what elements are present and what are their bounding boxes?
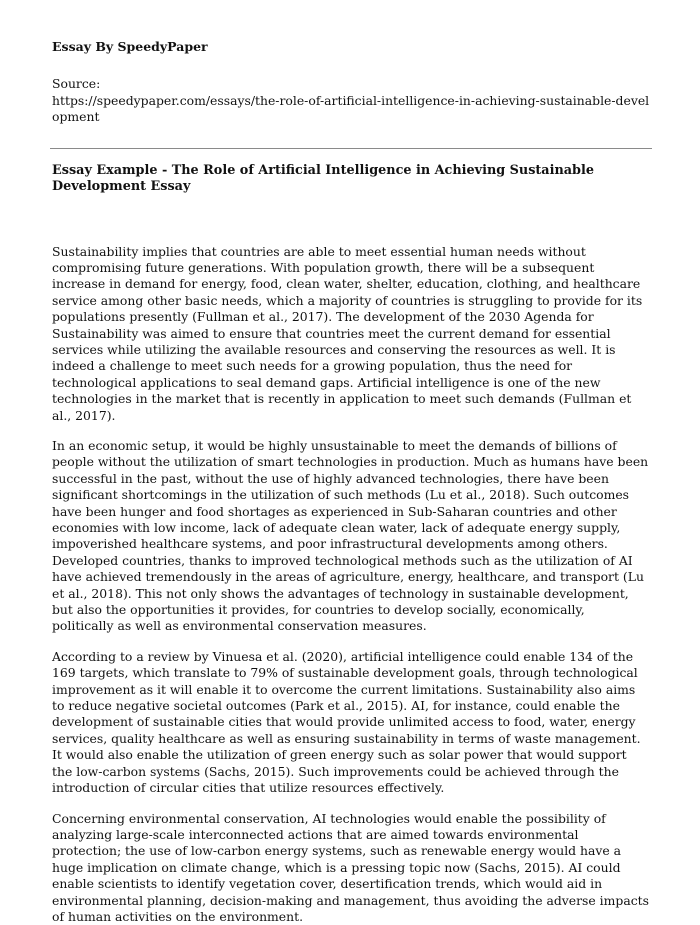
essay-paragraph-1: Sustainability implies that countries are able to meet essential human needs without compromising future generations. With population growth, there will be a subsequent increase in demand for energy, food, clean water, shelter, education, clothing, and healthcare service among other basic needs, which a majority of countries is struggling to provide for its populations presently (Fullman et al., 2017). The development of the 2030 Agenda for Sustainability was aimed to ensure that countries meet the current demand for essential services while utilizing the available resources and conserving the resources as well. It is indeed a challenge to meet such needs for a growing population, thus the need for technological applications to seal demand gaps. Artificial intelligence is one of the new technologies in the market that is recently in application to meet such demands (Fullman et al., 2017). [52, 244, 650, 424]
source-url-link[interactable]: https://speedypaper.com/essays/the-role-of-artificial-intelligence-in-achieving-sustainable-development [52, 93, 650, 126]
essay-paragraph-2: In an economic setup, it would be highly unsustainable to meet the demands of billions of people without the utilization of smart technologies in production. Much as humans have been successful in the past, without the use of highly advanced technologies, there have been significant shortcomings in the utilization of such methods (Lu et al., 2018). Such outcomes have been hunger and food shortages as experienced in Sub-Saharan countries and other economies with low income, lack of adequate clean water, lack of adequate energy supply, impoverished healthcare systems, and poor infrastructural developments among others. Developed countries, thanks to improved technological methods such as the utilization of AI have achieved tremendously in the areas of agriculture, energy, healthcare, and transport (Lu et al., 2018). This not only shows the advantages of technology in sustainable development, but also the opportunities it provides, for countries to develop socially, economically, politically as well as environmental conservation measures. [52, 438, 650, 635]
document-header-title: Essay By SpeedyPaper [52, 38, 650, 56]
source-label: Source: [52, 76, 650, 93]
essay-body [52, 244, 650, 925]
essay-paragraph-3: According to a review by Vinuesa et al. (2020), artificial intelligence could enable 134 of the 169 targets, which translate to 79% of sustainable development goals, through technological improvement as it will enable it to overcome the current limitations. Sustainability also aims to reduce negative societal outcomes (Park et al., 2015). AI, for instance, could enable the development of sustainable cities that would provide unlimited access to food, water, energy services, quality healthcare as well as ensuring sustainability in terms of waste management. It would also enable the utilization of green energy such as solar power that would support the low-carbon systems (Sachs, 2015). Such improvements could be achieved through the introduction of circular cities that utilize resources effectively. [52, 649, 650, 797]
source-block [52, 76, 650, 126]
essay-paragraph-4: Concerning environmental conservation, AI technologies would enable the possibility of analyzing large-scale interconnected actions that are aimed towards environmental protection; the use of low-carbon energy systems, such as renewable energy would have a huge implication on climate change, which is a pressing topic now (Sachs, 2015). AI could enable scientists to identify vegetation cover, desertification trends, which would aid in environmental planning, decision-making and management, thus avoiding the adverse impacts of human activities on the environment. [52, 811, 650, 925]
essay-title: Essay Example - The Role of Artificial Intelligence in Achieving Sustainable Development Essay [52, 163, 650, 196]
horizontal-divider [50, 148, 652, 149]
